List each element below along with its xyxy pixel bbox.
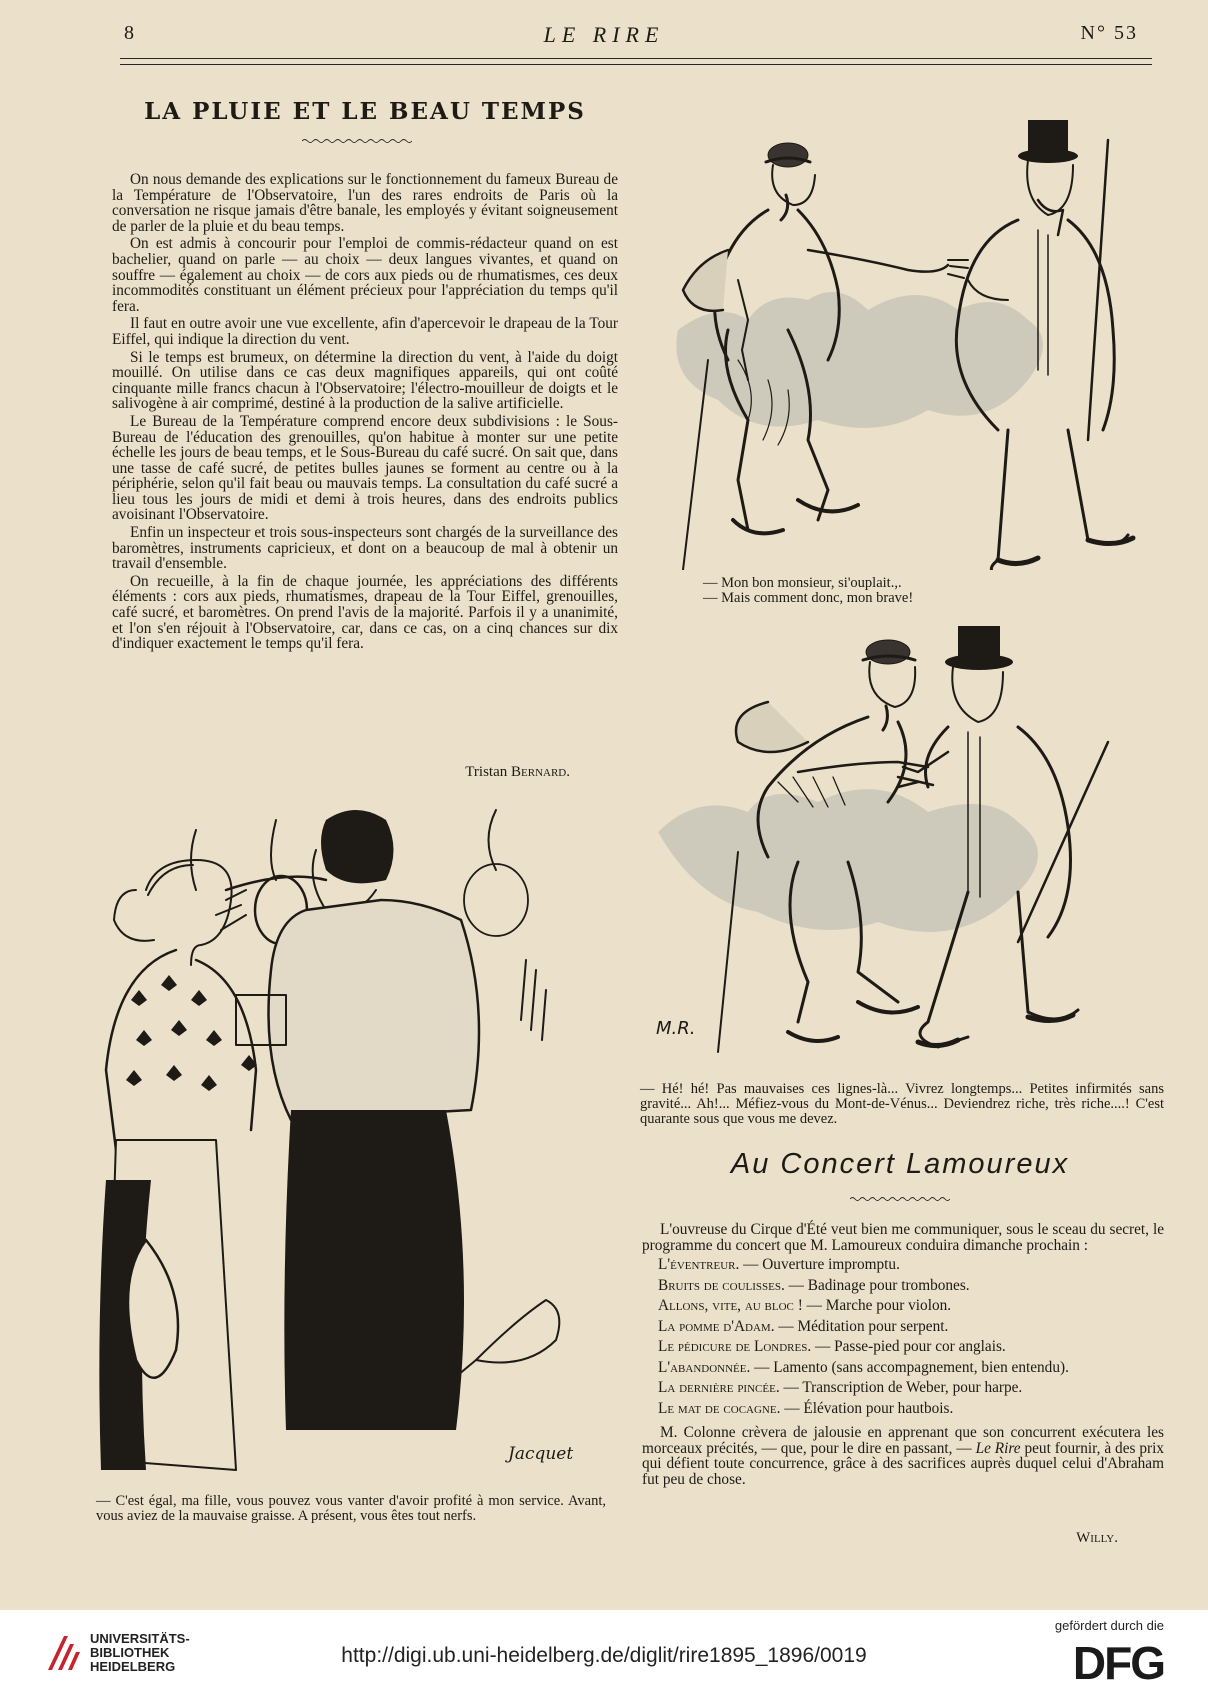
paragraph: On nous demande des explications sur le fonctionnement du fameux Bureau de la Température de l'Observatoire, l'un des rares endroits de Paris où la conversation ne risque jamais d'être banale, les employés y évitant soigneusement de parler de la pluie et du beau temps. bbox=[112, 171, 618, 235]
author-first-name: Tristan bbox=[465, 764, 508, 780]
piece-desc: — Badinage pour trombones. bbox=[788, 1276, 970, 1294]
header-rule bbox=[120, 58, 1152, 59]
caption-beggar-2 bbox=[640, 1082, 1164, 1127]
illustration-beggar-1 bbox=[668, 100, 1168, 570]
program-item bbox=[658, 1378, 1164, 1399]
caption-text: — Hé! hé! Pas mauvaises ces lignes-là... Vivrez longtemps... Petites infirmités sans gravité... Ah!... Méfiez-vous du Mont-de-Vénus... Deviendrez riche, très riche....! C'est quarante sous que vous me devez. bbox=[640, 1081, 1164, 1127]
library-line: BIBLIOTHEK bbox=[90, 1645, 170, 1660]
artist-signature-jacquet: Jacquet bbox=[508, 1444, 574, 1464]
caption-line: — Mais comment donc, mon brave! bbox=[703, 590, 914, 606]
library-line: HEIDELBERG bbox=[90, 1659, 176, 1674]
program-item bbox=[658, 1399, 1164, 1420]
concert-intro: L'ouvreuse du Cirque d'Été veut bien me communiquer, sous le sceau du secret, le programme du concert que M. Lamoureux conduira dimanche prochain : bbox=[642, 1221, 1164, 1254]
program-item bbox=[658, 1276, 1164, 1297]
program-item bbox=[658, 1317, 1164, 1338]
author-signature bbox=[112, 764, 570, 781]
journal-name-italic: Le Rire bbox=[975, 1439, 1021, 1457]
piece-title: La pomme d'Adam. bbox=[658, 1317, 775, 1335]
concert-title: Au Concert Lamoureux bbox=[730, 1148, 1070, 1180]
title-ornament bbox=[302, 138, 412, 144]
artist-signature-mr: M.R. bbox=[656, 1018, 696, 1039]
piece-title: Bruits de coulisses. bbox=[658, 1276, 785, 1294]
program-item bbox=[658, 1337, 1164, 1358]
piece-desc: — Lamento (sans accompagnement, bien entendu). bbox=[754, 1358, 1069, 1376]
concert-article bbox=[642, 1222, 1164, 1490]
piece-title: La dernière pincée. bbox=[658, 1379, 780, 1397]
paragraph: Enfin un inspecteur et trois sous-inspecteurs sont chargés de la surveillance des baromètres, instruments capricieux, et dont on a beaucoup de mal à obtenir un travail d'ensemble. bbox=[112, 524, 618, 573]
piece-desc: — Passe-pied pour cor anglais. bbox=[814, 1338, 1006, 1356]
journal-title: LE RIRE bbox=[543, 22, 665, 47]
program-item bbox=[658, 1255, 1164, 1276]
concert-program bbox=[642, 1255, 1164, 1419]
piece-title: L'abandonnée. bbox=[658, 1358, 751, 1376]
program-item bbox=[658, 1296, 1164, 1317]
piece-desc: — Méditation pour serpent. bbox=[778, 1317, 949, 1335]
piece-desc: — Élévation pour hautbois. bbox=[784, 1399, 954, 1417]
source-url-link[interactable]: http://digi.ub.uni-heidelberg.de/diglit/rire1895_1896/0019 bbox=[341, 1644, 867, 1667]
paragraph: On est admis à concourir pour l'emploi de commis-rédacteur quand on est bachelier, quand on parle — au choix — deux langues vivantes, et quand on souffre — également au choix — de cors aux pieds ou de rhumatismes, ces deux incommodités constituant un élément précieux pour l'appréciation du temps qu'il fera. bbox=[112, 235, 618, 315]
footer-bar bbox=[0, 1610, 1208, 1698]
paragraph: Si le temps est brumeux, on détermine la direction du vent, à l'aide du doigt mouillé. On utilise dans ce cas deux magnifiques appareils, qui ont coûté cinquante mille francs chacun à l'Observatoire; l'électro-mouilleur de doigts et le salivogène à air comprimé, destiné à la production de la salive artificielle. bbox=[112, 348, 618, 413]
title-ornament bbox=[850, 1196, 950, 1202]
concert-author: Willy. bbox=[1076, 1530, 1118, 1546]
issue-number: N° 53 bbox=[1080, 22, 1138, 44]
library-line: UNIVERSITÄTS- bbox=[90, 1631, 190, 1646]
program-item bbox=[658, 1358, 1164, 1379]
caption-text: — C'est égal, ma fille, vous pouvez vous vanter d'avoir profité à mon service. Avant, vous aviez de la mauvaise graisse. A présent, vous êtes tout nerfs. bbox=[96, 1493, 606, 1524]
piece-desc: — Marche pour violon. bbox=[806, 1297, 952, 1315]
caption-kitchen bbox=[96, 1494, 606, 1524]
paragraph: On recueille, à la fin de chaque journée, les appréciations des différents éléments : cors aux pieds, rhumatismes, drapeau de la Tour Eiffel, grenouilles, café sucré, et baromètres. On prend l'avis de la majorité. Parfois il y a unanimité, et l'on s'en réjouit à l'Observatoire, car, dans ce cas, on a cinq chances sur dix d'indiquer exactement le temps qu'il fera. bbox=[112, 572, 618, 653]
piece-title: Le pédicure de Londres. bbox=[658, 1338, 812, 1356]
piece-desc: — Transcription de Weber, pour harpe. bbox=[783, 1379, 1023, 1397]
paragraph: Il faut en outre avoir une vue excellente, afin d'apercevoir le drapeau de la Tour Eiffel, qui indique la direction du vent. bbox=[112, 315, 618, 348]
dfg-logo: DFG bbox=[1072, 1637, 1164, 1689]
funded-by-label: gefördert durch die bbox=[1054, 1618, 1164, 1633]
caption-beggar-1 bbox=[703, 576, 1143, 606]
article-title: LA PLUIE ET LE BEAU TEMPS bbox=[144, 98, 586, 125]
piece-title: L'éventreur. bbox=[658, 1256, 740, 1274]
concert-closing: M. Colonne crèvera de jalousie en apprenant que son concurrent exécutera les morceaux précités, — que, pour le dire en passant, — Le Rire peut fournir, à des prix qui défient toute concurrence, grâce à des sacrifices auprès duquel celui d'Abraham fut peu de chose. bbox=[642, 1424, 1165, 1488]
caption-line: — Mon bon monsieur, si'ouplait.,. bbox=[703, 575, 902, 591]
paragraph: Le Bureau de la Température comprend encore deux subdivisions : le Sous-Bureau de l'éducation des grenouilles, qu'on habitue à monter sur une petite échelle les jours de beau temps, et le Sous-Bureau du café sucré. On sait que, dans une tasse de café sucré, de petites bulles jaunes se forment au centre ou à la périphérie, selon qu'il fait beau ou mauvais temps. La consultation du café sucré a lieu tous les jours de midi et demi à trois heures, dans des endroits publics avoisinant l'Observatoire. bbox=[112, 412, 618, 524]
piece-title: Allons, vite, au bloc ! bbox=[658, 1297, 803, 1315]
piece-title: Le mat de cocagne. bbox=[658, 1399, 781, 1417]
illustration-beggar-2 bbox=[648, 622, 1168, 1072]
illustration-kitchen bbox=[76, 800, 616, 1490]
header-rule-thin bbox=[120, 64, 1152, 65]
piece-desc: — Ouverture impromptu. bbox=[743, 1256, 900, 1274]
page-number: 8 bbox=[124, 22, 136, 44]
author-last-name: Bernard. bbox=[511, 764, 570, 780]
article-body bbox=[112, 172, 618, 654]
